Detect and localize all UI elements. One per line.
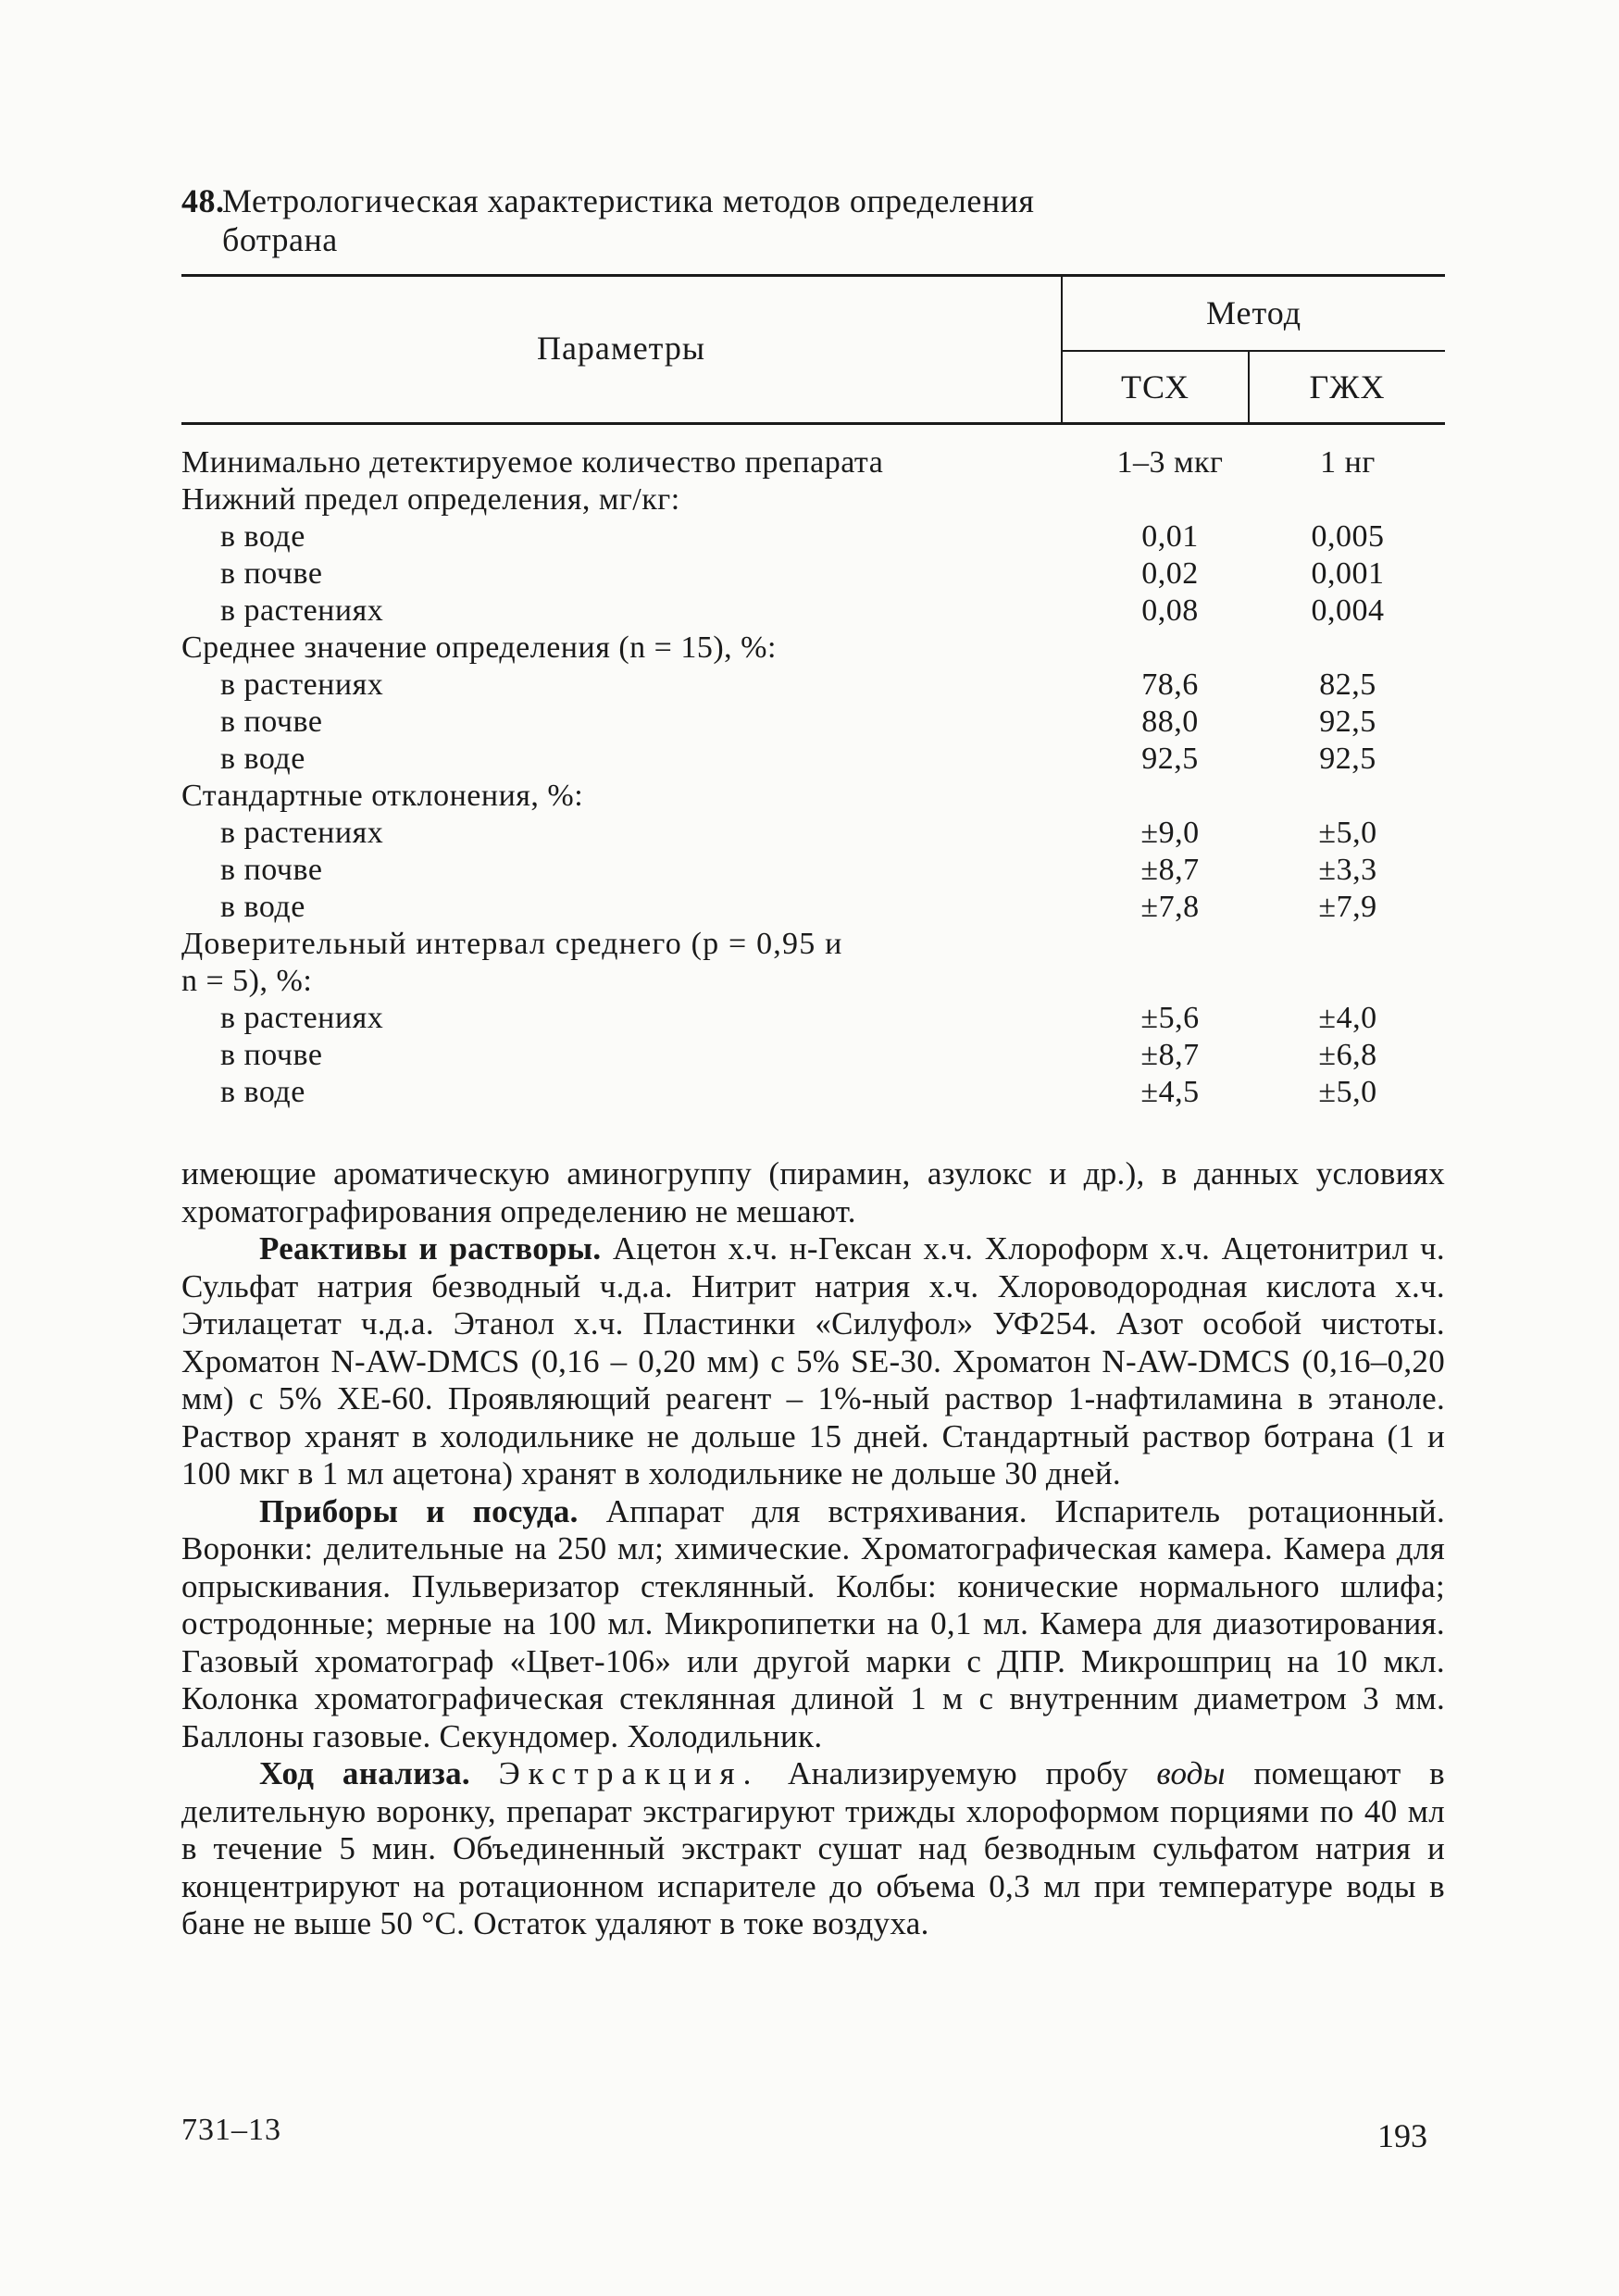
table-row (181, 889, 1445, 926)
metrology-table (181, 274, 1445, 1126)
param-cell: Нижний предел определения, мг/кг: (181, 482, 680, 517)
paragraph-continued: имеющие ароматическую аминогруппу (пирамин, азулокс и др.), в данных условиях хроматографирования определению не мешают. (181, 1155, 1445, 1229)
method-header-divider (1061, 350, 1445, 352)
param-cell: Среднее значение определения (n = 15), %: (181, 630, 777, 665)
tlc-value: 88,0 (1141, 705, 1199, 739)
procedure-italic: воды (1156, 1755, 1226, 1791)
glc-value: 0,001 (1311, 556, 1385, 591)
param-cell: Стандартные отклонения, %: (181, 779, 584, 813)
param-cell: в почве (220, 853, 323, 887)
tlc-value: 92,5 (1141, 742, 1199, 776)
table-number: 48. (181, 182, 225, 219)
paragraph-procedure (181, 1755, 1445, 1943)
glc-value: 0,005 (1311, 519, 1385, 554)
table-row (181, 444, 1445, 481)
param-cell: в растениях (220, 816, 384, 850)
paragraph-reagents (181, 1230, 1445, 1493)
glc-value: ±6,8 (1318, 1038, 1377, 1072)
reagents-heading: Реактивы и растворы. (259, 1230, 602, 1267)
header-bottom-rule (181, 422, 1445, 425)
table-row (181, 518, 1445, 555)
table-row (181, 555, 1445, 593)
tlc-value: ±5,6 (1140, 1001, 1200, 1035)
equipment-heading: Приборы и посуда. (259, 1492, 579, 1529)
param-cell: в воде (220, 890, 305, 924)
param-cell: n = 5), %: (181, 964, 313, 998)
tlc-value: ±8,7 (1140, 1038, 1200, 1072)
param-cell: в воде (220, 1075, 305, 1109)
glc-value: ±3,3 (1318, 853, 1377, 887)
tlc-value: ±8,7 (1140, 853, 1200, 887)
procedure-text-b: помещают в делительную воронку, препарат экстрагируют трижды хлороформом порциями по 40 мл в течение 5 мин. Объединенный экстракт сушат над безводным сульфатом натрия и концентрируют на ротационном испарителе до объема 0,3 мл при температуре воды в бане не выше 50 °С. Остаток удаляют в токе воздуха. (181, 1755, 1446, 1941)
table-row (181, 852, 1445, 889)
glc-value: ±4,0 (1318, 1001, 1377, 1035)
table-row (181, 667, 1445, 704)
table-row (181, 741, 1445, 778)
tlc-value: ±4,5 (1140, 1075, 1200, 1109)
glc-value: 1 нг (1320, 445, 1376, 480)
param-cell: Доверительный интервал среднего (p = 0,95 и (181, 927, 843, 961)
tlc-value: ±9,0 (1140, 816, 1200, 850)
tlc-value: ±7,8 (1140, 890, 1200, 924)
table-row (181, 1074, 1445, 1111)
table-caption (181, 181, 1237, 259)
table-row (181, 630, 1445, 667)
procedure-text-a: Анализируемую пробу (759, 1755, 1157, 1791)
glc-value: ±5,0 (1318, 1075, 1377, 1109)
glc-value: 82,5 (1319, 668, 1376, 702)
param-cell: в растениях (220, 593, 384, 628)
param-cell: в растениях (220, 1001, 384, 1035)
procedure-heading: Ход анализа. (259, 1755, 470, 1791)
reagents-text: Ацетон х.ч. н-Гексан х.ч. Хлороформ х.ч. Ацетонитрил ч. Сульфат натрия безводный ч.д.а. Нитрит натрия х.ч. Хлороводородная кислота х.ч. Этилацетат ч.д.а. Этанол х.ч. Пластинки «Силуфол» УФ254. Азот особой чистоты. Хроматон N-AW-DMCS (0,16 – 0,20 мм) с 5% SE-30. Хроматон N-AW-DMCS (0,16–0,20 мм) с 5% XE-60. Проявляющий реагент – 1%-ный раствор 1-нафтиламина в этаноле. Раствор хранят в холодильнике не дольше 15 дней. Стандартный раствор ботрана (1 и 100 мкг в 1 мл ацетона) хранят в холодильнике не дольше 30 дней. (181, 1230, 1445, 1491)
table-row (181, 1000, 1445, 1037)
table-row (181, 926, 1445, 963)
table-body (181, 444, 1445, 1111)
header-glc: ГЖХ (1309, 368, 1386, 406)
header-method: Метод (1205, 294, 1302, 331)
caption-line-2: ботрана (222, 221, 338, 258)
tlc-value: 0,08 (1141, 593, 1199, 628)
param-cell: в воде (220, 519, 305, 554)
table-row (181, 481, 1445, 518)
tlc-value: 78,6 (1141, 668, 1199, 702)
page-number: 193 (1377, 2117, 1427, 2154)
tlc-value: 1–3 мкг (1116, 445, 1224, 480)
header-tlc: ТСХ (1120, 368, 1190, 406)
equipment-text: Аппарат для встряхивания. Испаритель ротационный. Воронки: делительные на 250 мл; химические. Хроматографическая камера. Камера для опрыскивания. Пульверизатор стеклянный. Колбы: конические нормального шлифа; остродонные; мерные на 100 мл. Микропипетки на 0,1 мл. Камера для диазотирования. Газовый хроматограф «Цвет-106» или другой марки с ДПР. Микрошприц на 10 мкл. Колонка хроматографическая стеклянная длиной 1 м с внутренним диаметром 3 мм. Баллоны газовые. Секундомер. Холодильник. (181, 1492, 1445, 1754)
body-text (181, 1155, 1445, 1943)
header-parameters: Параметры (536, 330, 706, 367)
param-cell: в растениях (220, 668, 384, 702)
param-cell: в почве (220, 1038, 323, 1072)
param-cell: в почве (220, 705, 323, 739)
param-cell: в воде (220, 742, 305, 776)
table-top-rule (181, 274, 1445, 277)
tlc-value: 0,01 (1141, 519, 1199, 554)
caption-line-1: Метрологическая характеристика методов определения (222, 182, 1035, 219)
table-row (181, 963, 1445, 1000)
printer-code: 731–13 (181, 2113, 281, 2147)
table-row (181, 704, 1445, 741)
table-row (181, 593, 1445, 630)
glc-value: 92,5 (1319, 742, 1376, 776)
paragraph-equipment (181, 1493, 1445, 1756)
param-cell: в почве (220, 556, 323, 591)
glc-value: ±5,0 (1318, 816, 1377, 850)
tlc-value: 0,02 (1141, 556, 1199, 591)
glc-value: 0,004 (1311, 593, 1385, 628)
glc-value: ±7,9 (1318, 890, 1377, 924)
table-row (181, 778, 1445, 815)
table-row (181, 815, 1445, 852)
extraction-subheading: Экстракция. (498, 1755, 760, 1791)
glc-value: 92,5 (1319, 705, 1376, 739)
table-row (181, 1037, 1445, 1074)
param-cell: Минимально детектируемое количество препарата (181, 445, 884, 480)
